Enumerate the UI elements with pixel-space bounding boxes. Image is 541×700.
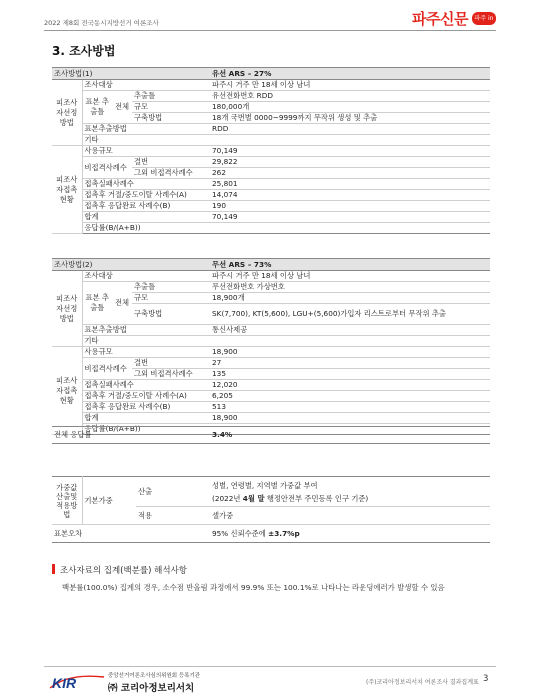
row-value: 513 — [210, 402, 490, 413]
row-label: 그외 비접격사례수 — [132, 369, 210, 380]
table-row — [52, 80, 490, 91]
total-label: 전체 — [112, 91, 132, 124]
survey-method-2-table — [52, 258, 490, 435]
paju-news-logo: 파주신문 — [412, 10, 468, 28]
row-label: 구축방법 — [132, 304, 210, 325]
row-label: 적용 — [136, 507, 210, 525]
calc-line-2b: 4월 말 — [242, 493, 265, 503]
row-label: 응답률(B/(A+B)) — [82, 424, 490, 435]
footer-divider — [44, 666, 496, 667]
row-label: 접촉실패사례수 — [82, 380, 210, 391]
criteria-label: 기본가중 — [82, 477, 136, 525]
table-row — [52, 477, 490, 507]
method-label: 조사방법(1) — [52, 68, 210, 80]
table-header-row — [52, 68, 490, 80]
table-row — [52, 135, 490, 146]
row-label: 표본추출방법 — [82, 325, 210, 336]
table-row — [52, 358, 490, 369]
survey-method-1-table — [52, 67, 490, 234]
row-label: 추출틀 — [132, 282, 210, 293]
weighting-table — [52, 476, 490, 543]
row-label: 접촉후 응답완료 사례수(B) — [82, 201, 210, 212]
note-body: 백분률(100.0%) 집계의 경우, 소수점 반올림 과정에서 99.9% 또는 100.1%로 나타나는 라운딩에러가 발생할 수 있음 — [62, 583, 445, 592]
row-label: 기타 — [82, 336, 210, 347]
row-label: 규모 — [132, 293, 210, 304]
row-value: 25,801 — [210, 179, 490, 190]
footer-doc-title: (주)코리아정보리서치 여론조사 결과집계표 — [366, 679, 479, 686]
method-value: 유선 ARS – 27% — [210, 68, 490, 80]
table-row — [52, 427, 490, 444]
table-row — [52, 179, 490, 190]
row-label: 사용규모 — [82, 347, 210, 358]
table-row — [52, 347, 490, 358]
table-row — [52, 124, 490, 135]
row-label: 응답률(B/(A+B)) — [82, 223, 490, 234]
group-label: 피조사 자접촉 현황 — [52, 146, 82, 234]
group-label: 피조사 자선정 방법 — [52, 271, 82, 347]
row-value: RDD — [210, 124, 490, 135]
row-label: 접촉후 거절/중도이탈 사례수(A) — [82, 391, 210, 402]
table-row — [52, 190, 490, 201]
row-label: 결번 — [132, 358, 210, 369]
row-value: 190 — [210, 201, 490, 212]
row-value: 파주시 거주 만 18세 이상 남녀 — [210, 80, 490, 91]
table-row — [52, 413, 490, 424]
row-value: SK(7,700), KT(5,600), LGU+(5,600)가입자 리스트로부터 무작위 추출 — [210, 304, 490, 325]
note-title — [52, 564, 187, 576]
table-header-row — [52, 259, 490, 271]
row-value: 무선전화번호 가상번호 — [210, 282, 490, 293]
note-title-text: 조사자료의 집계(백분률) 해석사항 — [60, 566, 187, 576]
row-value: 6,205 — [210, 391, 490, 402]
calc-line-2c: 행정안전부 주민등록 인구 기준) — [264, 493, 369, 503]
row-value: 18,900개 — [210, 293, 490, 304]
row-label: 비접격사례수 — [82, 358, 132, 380]
row-value: 파주시 거주 만 18세 이상 남녀 — [210, 271, 490, 282]
row-value — [210, 135, 490, 146]
kir-logo-text: KIR — [52, 675, 77, 691]
page-header — [44, 8, 496, 30]
row-value: 18,900 — [210, 413, 490, 424]
row-value: 29,822 — [210, 157, 490, 168]
row-value: 유선전화번호 RDD — [210, 91, 490, 102]
calc-line-1: 성별, 연령별, 지역별 가중값 부여 — [212, 480, 318, 490]
table-row — [52, 391, 490, 402]
row-label: 표본추출방법 — [82, 124, 210, 135]
row-value — [210, 336, 490, 347]
error-value — [210, 525, 490, 543]
row-value: 셀가중 — [210, 507, 490, 525]
row-label: 그외 비접격사례수 — [132, 168, 210, 179]
sample-frame-label: 표본 추출틀 — [82, 91, 112, 124]
row-label: 결번 — [132, 157, 210, 168]
row-label: 규모 — [132, 102, 210, 113]
row-value: 70,149 — [210, 146, 490, 157]
table-row — [52, 336, 490, 347]
page-number: 3 — [483, 674, 489, 684]
sample-frame-label: 표본 추출틀 — [82, 282, 112, 325]
table-row — [52, 402, 490, 413]
row-value: 12,020 — [210, 380, 490, 391]
error-label: 표본오차 — [52, 525, 210, 543]
row-value: 180,000개 — [210, 102, 490, 113]
section-title: 3. 조사방법 — [52, 44, 116, 58]
row-label: 접촉후 응답완료 사례수(B) — [82, 402, 210, 413]
error-value-b: ±3.7%p — [268, 528, 300, 538]
row-label: 조사대상 — [82, 80, 210, 91]
method-value: 무선 ARS – 73% — [210, 259, 490, 271]
row-value: 70,149 — [210, 212, 490, 223]
table-row — [52, 380, 490, 391]
group-label: 피조사 자접촉 현황 — [52, 347, 82, 435]
row-label: 조사대상 — [82, 271, 210, 282]
row-label: 추출틀 — [132, 91, 210, 102]
row-label: 합계 — [82, 413, 210, 424]
group-label: 피조사 자선정 방법 — [52, 80, 82, 146]
table-row — [52, 525, 490, 543]
table-row — [52, 271, 490, 282]
row-label: 구축방법 — [132, 113, 210, 124]
footer-company: ㈜ 코리아정보리서치 — [108, 683, 195, 694]
group-label: 가중값 산출및 적용방법 — [52, 477, 82, 525]
row-label: 접촉후 거절/중도이탈 사례수(A) — [82, 190, 210, 201]
table-row — [52, 325, 490, 336]
header-divider — [44, 30, 496, 31]
table-row — [52, 282, 490, 293]
table-row — [52, 91, 490, 102]
header-subtitle: 2022 제8회 전국동시지방선거 여론조사 — [44, 19, 159, 27]
overall-response-table — [52, 426, 490, 444]
row-label: 산출 — [136, 477, 210, 507]
calc-value — [210, 477, 490, 507]
error-value-a: 95% 신뢰수준에 — [212, 528, 269, 538]
row-value: 262 — [210, 168, 490, 179]
table-row — [52, 212, 490, 223]
table-row — [52, 157, 490, 168]
row-label: 기타 — [82, 135, 210, 146]
paju-in-badge: 파주 in — [472, 12, 496, 25]
table-row — [52, 223, 490, 234]
table-row — [52, 201, 490, 212]
row-label: 접촉실패사례수 — [82, 179, 210, 190]
table-row — [52, 146, 490, 157]
row-value: 135 — [210, 369, 490, 380]
kir-logo-icon — [48, 671, 106, 691]
row-value: 27 — [210, 358, 490, 369]
row-label: 사용규모 — [82, 146, 210, 157]
row-value: 18,900 — [210, 347, 490, 358]
footer-subtitle: 중앙선거여론조사심의위원회 등록기관 — [108, 673, 201, 679]
note-marker-icon — [52, 564, 55, 574]
row-value: 18개 국번별 0000~9999까지 무작위 생성 및 추출 — [210, 113, 490, 124]
overall-label: 전체 응답률 — [52, 427, 210, 444]
method-label: 조사방법(2) — [52, 259, 210, 271]
total-label: 전체 — [112, 282, 132, 325]
row-value: 통신사제공 — [210, 325, 490, 336]
overall-value: 3.4% — [210, 427, 490, 444]
row-label: 비접격사례수 — [82, 157, 132, 179]
row-label: 합계 — [82, 212, 210, 223]
calc-line-2a: (2022년 — [212, 493, 243, 503]
row-value: 14,074 — [210, 190, 490, 201]
